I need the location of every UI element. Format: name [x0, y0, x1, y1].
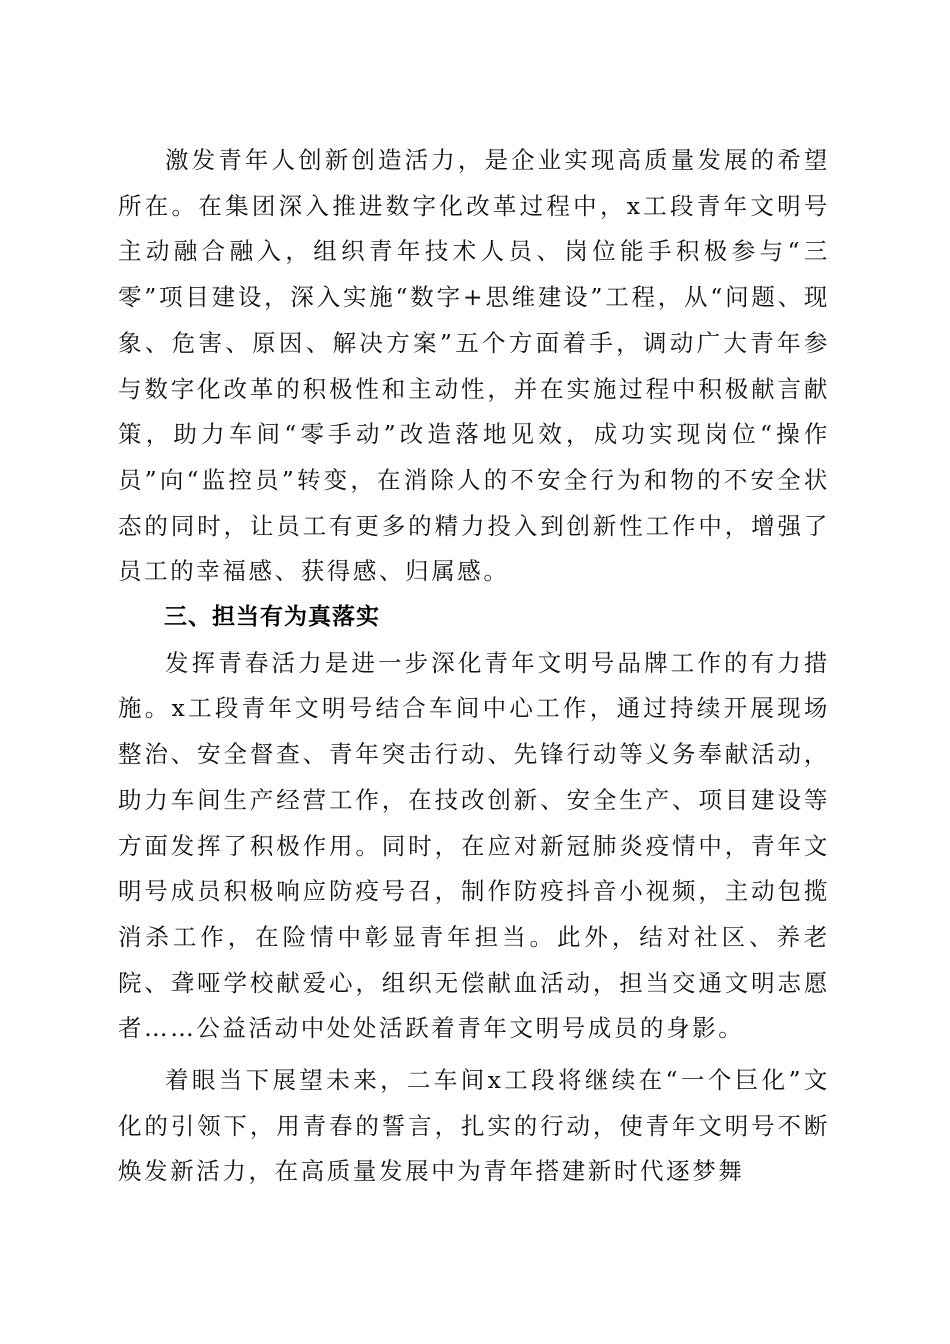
paragraph-future-outlook: 着眼当下展望未来，二车间x工段将继续在“一个巨化”文化的引领下，用青春的誓言，扎实的行动，使青年文明号不断焕发新活力，在高质量发展中为青年搭建新时代逐梦舞 — [118, 1066, 830, 1186]
section-heading-3: 三、担当有为真落实 — [164, 604, 380, 631]
paragraph-youth-vitality: 发挥青春活力是进一步深化青年文明号品牌工作的有力措施。x工段青年文明号结合车间中心工作，通过持续开展现场整治、安全督查、青年突击行动、先锋行动等义务奉献活动，助力车间生产经营工作，在技改创新、安全生产、项目建设等方面发挥了积极作用。同时，在应对新冠肺炎疫情中，青年文明号成员积极响应防疫号召，制作防疫抖音小视频，主动包揽消杀工作，在险情中彰显青年担当。此外，结对社区、养老院、聋哑学校献爱心，组织无偿献血活动，担当交通文明志愿者……公益活动中处处活跃着青年文明号成员的身影。 — [118, 648, 830, 1043]
paragraph-digital-reform: 激发青年人创新创造活力，是企业实现高质量发展的希望所在。在集团深入推进数字化改革过程中，x工段青年文明号主动融合融入，组织青年技术人员、岗位能手积极参与“三零”项目建设，深入实施“数字+思维建设”工程，从“问题、现象、危害、原因、解决方案”五个方面着手，调动广大青年参与数字化改革的积极性和主动性，并在实施过程中积极献言献策，助力车间“零手动”改造落地见效，成功实现岗位“操作员”向“监控员”转变，在消除人的不安全行为和物的不安全状态的同时，让员工有更多的精力投入到创新性工作中，增强了员工的幸福感、获得感、归属感。 — [118, 146, 830, 586]
document-body — [118, 138, 830, 1195]
